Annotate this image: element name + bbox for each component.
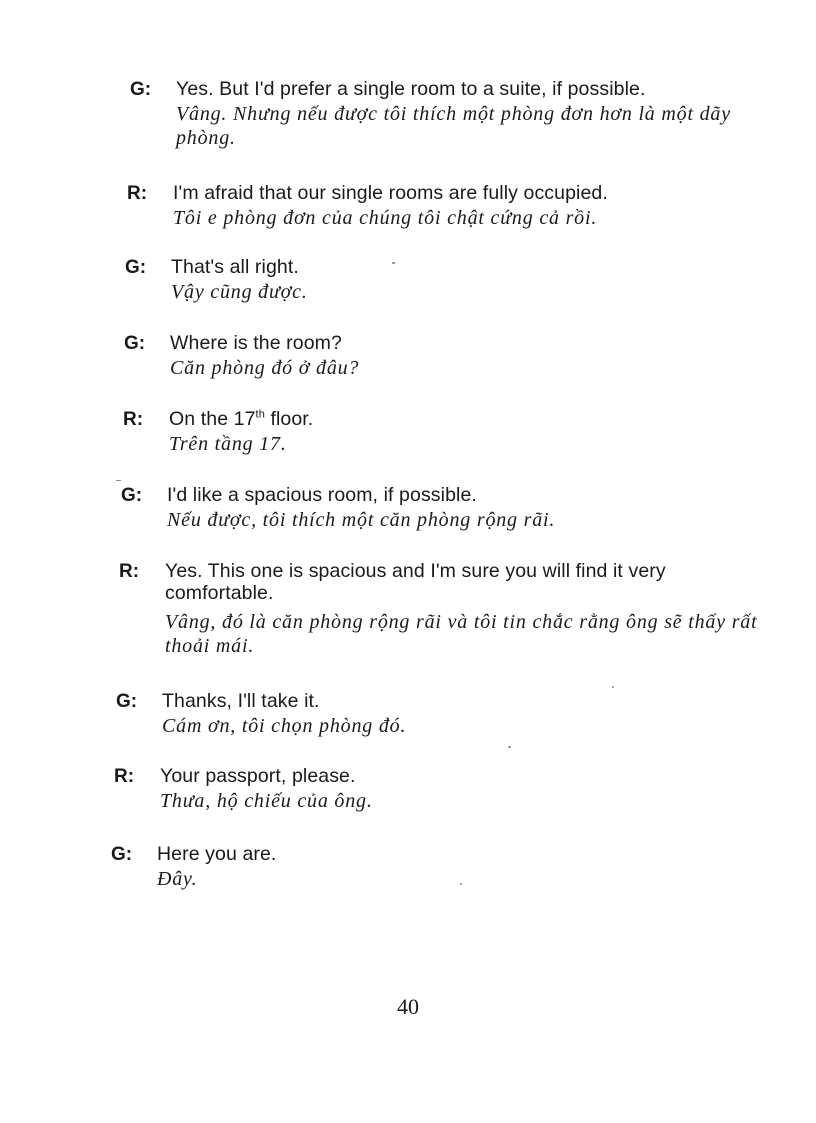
dialogue-line bbox=[130, 78, 770, 150]
english-text: Your passport, please. bbox=[160, 765, 356, 787]
dialogue-line bbox=[124, 332, 764, 380]
speaker-label: G: bbox=[125, 257, 147, 278]
scan-speck bbox=[460, 883, 462, 885]
vietnamese-translation: Nếu được, tôi thích một căn phòng rộng rãi. bbox=[167, 509, 556, 531]
speaker-label: R: bbox=[114, 766, 135, 787]
english-text: I'd like a spacious room, if possible. bbox=[167, 484, 477, 506]
vietnamese-translation: Cám ơn, tôi chọn phòng đó. bbox=[162, 715, 407, 737]
page-number: 40 bbox=[397, 994, 419, 1019]
english-text-part: On the 17 bbox=[169, 408, 256, 430]
vietnamese-translation: Vâng, đó là căn phòng rộng rãi và tôi tin chắc rằng ông sẽ thấy rất thoải mái. bbox=[165, 611, 758, 657]
dialogue-line bbox=[125, 256, 765, 304]
dialogue-line bbox=[127, 182, 767, 230]
english-text: Where is the room? bbox=[170, 332, 342, 354]
scan-speck bbox=[508, 746, 511, 748]
dialogue-line bbox=[121, 484, 761, 532]
vietnamese-translation: Trên tầng 17. bbox=[169, 433, 287, 455]
scan-speck bbox=[612, 686, 614, 688]
speaker-label: R: bbox=[127, 183, 148, 204]
speaker-label: G: bbox=[124, 333, 146, 354]
vietnamese-translation: Tôi e phòng đơn của chúng tôi chật cứng cả rồi. bbox=[173, 207, 598, 229]
scan-speck bbox=[392, 262, 395, 264]
vietnamese-translation: Vâng. Nhưng nếu được tôi thích một phòng đơn hơn là một dãy phòng. bbox=[176, 103, 731, 149]
speaker-label: G: bbox=[116, 691, 138, 712]
ordinal-suffix: th bbox=[255, 408, 265, 421]
english-text: Thanks, I'll take it. bbox=[162, 690, 320, 712]
english-text: Yes. But I'd prefer a single room to a suite, if possible. bbox=[176, 78, 646, 100]
dialogue-line bbox=[123, 408, 763, 456]
vietnamese-translation: Vậy cũng được. bbox=[171, 281, 308, 303]
speaker-label: G: bbox=[111, 844, 133, 865]
dialogue-line bbox=[114, 765, 754, 813]
vietnamese-translation: Đây. bbox=[157, 868, 198, 890]
speaker-label: R: bbox=[123, 409, 144, 430]
english-text: Yes. This one is spacious and I'm sure you will find it very comfortable. bbox=[165, 560, 666, 604]
dialogue-line bbox=[119, 560, 759, 658]
dialogue-line bbox=[116, 690, 756, 738]
vietnamese-translation: Thưa, hộ chiếu của ông. bbox=[160, 790, 373, 812]
vietnamese-translation: Căn phòng đó ở đâu? bbox=[170, 357, 360, 379]
english-text: I'm afraid that our single rooms are fully occupied. bbox=[173, 182, 608, 204]
english-text: That's all right. bbox=[171, 256, 299, 278]
english-text: Here you are. bbox=[157, 843, 277, 865]
dialogue-line bbox=[111, 843, 751, 891]
english-text-part: floor. bbox=[264, 408, 314, 430]
scan-speck bbox=[116, 480, 121, 481]
english-text bbox=[169, 408, 763, 430]
speaker-label: G: bbox=[130, 79, 152, 100]
speaker-label: G: bbox=[121, 485, 143, 506]
speaker-label: R: bbox=[119, 561, 140, 582]
